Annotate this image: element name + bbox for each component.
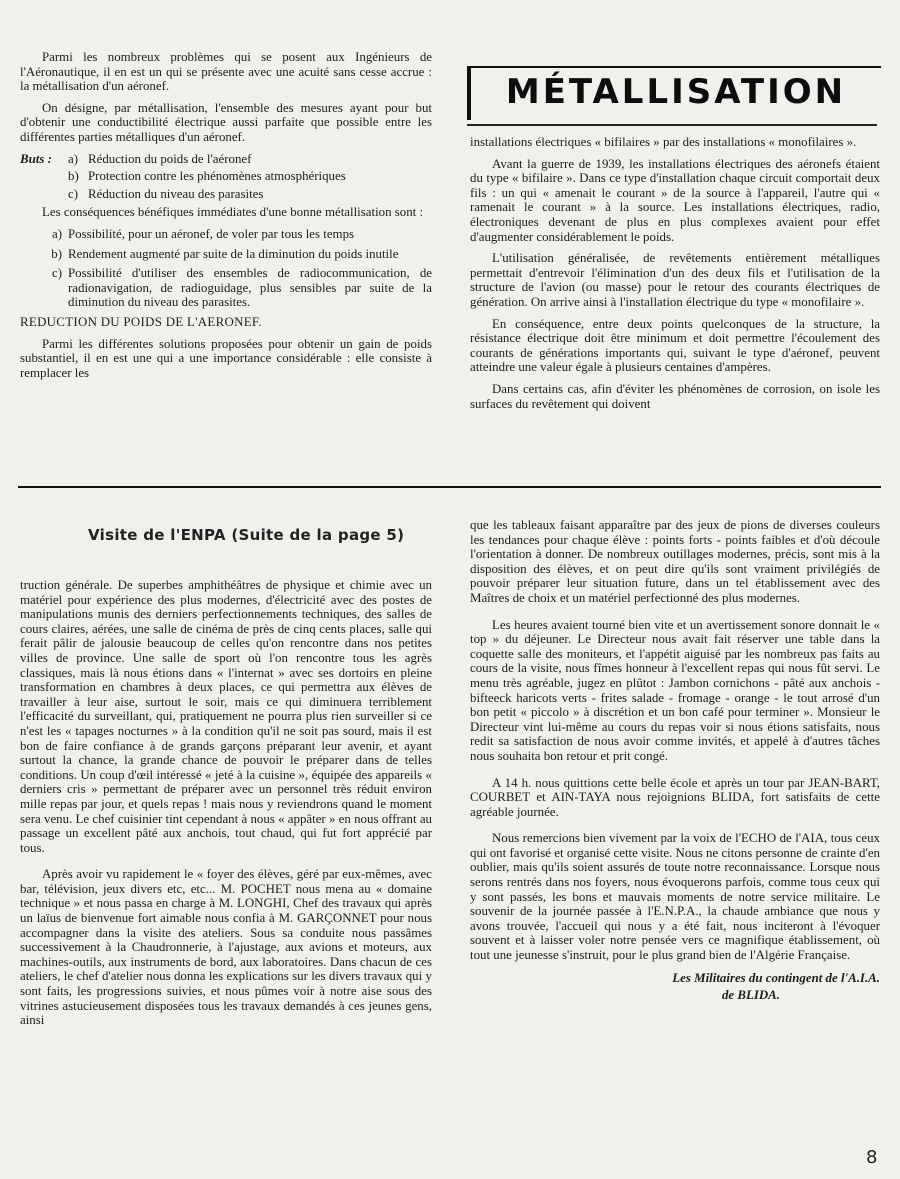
visit-paragraph: truction générale. De superbes amphithéâtres de physique et chimie avec un matériel pour expérience des plus modernes, d'électricité avec des postes de manipulations munis des derniers perfectionnements techniques, des salles de cours claires, aérées, une salle de cinéma de près de cinq cents places, salle qui ferait pâlir de jalousie beaucoup de celles qu'on rencontre dans nos petites villes de province. Une salle de sport où l'on rencontre tous les agrès classiques, mais là nous étions dans « l'internat » avec ses dortoirs en pleine transformation en chambres à deux places, ce qui permettra aux élèves de travailler à leur aise, surtout le soir, mais ce qui diminuera terriblement l'efficacité du surveillant, qui, pratiquement ne pourra plus rien surveiller si ce n'est les « tapages nocturnes » à la condition qu'il ne soit pas sourd, mais il est bon de faire confiance à de grands garçons préparant leur avenir, et ayant surtout la chance, la grande chance de pouvoir le préparer dans de telles conditions. Un coup d'œil intéressé « jeté à la cuisine », équipée des appareils « derniers cris » permettant de préparer avec un personnel très réduit environ mille repas par jour, et quels repas ! mais nous y reviendrons quand le moment sera venu. Le chef cuisinier tint cependant à nous « appâter » en nous offrant au passage un excellent pâté aux anchois, tout chaud, qui fut fort apprécié par tous. xyxy=(20,578,432,855)
article-paragraph: installations électriques « bifilaires » par des installations « monofilaires ». xyxy=(470,135,857,149)
visit-paragraph: Après avoir vu rapidement le « foyer des élèves, géré par eux-mêmes, avec bar, télévision, jeux divers etc, etc... M. POCHET nous mena au « domaine technique » et nous passa en charge à M. LONGHI, Chef des travaux qui après un laïus de bienvenue fort aimable nous confia à M. GARÇONNET pour nous accompagner dans la visite des ateliers. Sous sa conduite nous passâmes successivement à la Chaudronnerie, à l'ajustage, aux avions et moteurs, aux machines-outils, aux instruments de bord, aux laboratoires. Dans chacun de ces ateliers, le chef d'atelier nous donna les explications sur les divers travaux qui y sont faits, les progressions suivies, et nous pûmes voir à notre aise sous des vitrines astucieusement disposées tous les travaux demandés à ces jeunes gens, ainsi xyxy=(20,867,432,1028)
article-title: MÉTALLISATION xyxy=(505,72,847,112)
consequence-text: Rendement augmenté par suite de la diminution du poids inutile xyxy=(68,246,399,261)
article-paragraph: Dans certains cas, afin d'éviter les phénomènes de corrosion, on isole les surfaces du revêtement qui doivent xyxy=(470,381,880,411)
visit-paragraph: que les tableaux faisant apparaître par des jeux de pions de diverses couleurs les tendances pour chaque élève : points forts - points faibles et d'où découle l'orientation à donner. De nombreux outillages modernes, précis, sont mis à la disposition des élèves, et on peut dire qu'ils sont vraiment privilégiés de pouvoir préparer leur situation future, dans un tel établissement avec des Maîtres de choix et un matériel perfectionné des plus modernes. xyxy=(470,518,880,605)
goal-text: Réduction du niveau des parasites xyxy=(88,186,264,201)
signature-line: Les Militaires du contingent de l'A.I.A. xyxy=(672,970,880,985)
visit-title: Visite de l'ENPA (Suite de la page 5) xyxy=(88,526,405,544)
section-subheading: REDUCTION DU POIDS DE L'AERONEF. xyxy=(20,314,262,329)
weight-paragraph: Parmi les différentes solutions proposées pour obtenir un gain de poids substantiel, il en est une qui a une importance considérable : elle consiste à remplacer les xyxy=(20,336,432,380)
article-paragraph: En conséquence, entre deux points quelconques de la structure, la résistance électrique doit être minimum et doit permettre l'écoulement des courants de générations importants qui, suivant le type d'aéronef, peuvent atteindre une valeur égale à plusieurs centaines d'ampères. xyxy=(470,316,880,375)
title-rule xyxy=(467,124,877,126)
article-paragraph: L'utilisation généralisée, de revêtements entièrement métalliques permettait d'entrevoir l'élimination d'un des deux fils et l'utilisation de la structure de l'avion (ou masse) pour le retour des courants électriques de génération. On arrive ainsi à l'installation électrique du type « monofilaire ». xyxy=(470,251,880,309)
consequence-text: Possibilité d'utiliser des ensembles de radiocommunication, de radionavigation, de radioguidage, plus sensibles par suite de la diminution du niveau des parasites. xyxy=(68,266,432,310)
visit-left-column xyxy=(20,578,432,1035)
goal-letter: c) xyxy=(68,186,79,201)
consequences-intro: Les conséquences bénéfiques immédiates d'une bonne métallisation sont : xyxy=(42,205,424,220)
article-paragraph: Avant la guerre de 1939, les installations électriques des aéronefs étaient du type « bifilaire ». Dans ce type d'installation chaque circuit comportait deux fils : un qui « amenait le courant » de la source à l'appareil, l'autre qui « ramenait le courant » à la source. Les installations électriques, radio, électroniques devenant de plus en plus complexes avaient pour effet d'augmenter considérablement le poids. xyxy=(470,156,880,244)
signature-line: de BLIDA. xyxy=(721,987,780,1002)
goal-item xyxy=(20,169,432,184)
goals-label: Buts : xyxy=(20,151,52,166)
section-divider xyxy=(18,486,881,488)
article-left-column xyxy=(20,50,432,387)
visit-paragraph: Les heures avaient tourné bien vite et un avertissement sonore donnait le « top » du déjeuner. Le Directeur nous avait fait réserver une table dans la coquette salle des moniteurs, et l'appétit aiguisé par les nombreux pas faits au cours de la visite, nous fîmes honneur à l'excellent repas qui nous fût servi. Le menu très agréable, jugez en plûtot : Jambon cornichons - pâté aux anchois - bifteeck haricots verts - frites salade - fromage - orange - le tout arrosé d'un bon petit « piccolo » à discrétion et un bon café pour terminer ». Monsieur le Directeur vint lui-même au cours du repas voir si nous étions satisfaits, nous redit sa satisfaction de nous avoir comme invités, et appelé à d'autres tâches nous souhaita bon retour et prit congé. xyxy=(470,617,880,763)
goal-item xyxy=(20,187,432,202)
consequence-letter: b) xyxy=(51,246,62,261)
page-number: 8 xyxy=(866,1147,878,1168)
goal-text: Réduction du poids de l'aéronef xyxy=(88,151,252,166)
article-right-column xyxy=(470,135,880,418)
goal-letter: b) xyxy=(68,169,79,184)
article-intro: Parmi les nombreux problèmes qui se posent aux Ingénieurs de l'Aéronautique, il en est un qui se présente avec une acuité sans cesse accrue : la métallisation d'un aéronef. xyxy=(20,50,432,94)
consequences-list xyxy=(20,227,432,310)
consequence-item xyxy=(20,247,432,262)
consequence-text: Possibilité, pour un aéronef, de voler par tous les temps xyxy=(68,226,355,241)
consequence-letter: a) xyxy=(51,226,62,241)
article-title-box xyxy=(467,66,881,120)
goals-list xyxy=(20,152,432,202)
visit-right-column xyxy=(470,518,880,1011)
visit-paragraph: Nous remercions bien vivement par la voix de l'ECHO de l'AIA, tous ceux qui ont favorisé et organisé cette visite. Nous ne citons personne de crainte d'en oublier, mais qu'ils soient assurés de toute notre reconnaissance. Lorsque nous serons rentrés dans nos foyers, nous évoquerons parfois, comme tous ceux qui y sont passés, les bons et mauvais moments de notre service militaire. Le souvenir de la journée passée à l'E.N.P.A., la chaude ambiance que nous y avons trouvée, l'accueil qui nous y a été fait, nous inciteront à l'évoquer souvent et à laisser voler notre pensée vers ce magnifique établissement, où tout une jeunesse s'instruit, pour le plus grand bien de l'Algérie Française. xyxy=(470,831,880,963)
goal-text: Protection contre les phénomènes atmosphériques xyxy=(88,169,346,184)
goal-letter: a) xyxy=(68,151,79,166)
consequence-item xyxy=(20,227,432,242)
goal-item xyxy=(20,152,432,167)
visit-paragraph: A 14 h. nous quittions cette belle école et après un tour par JEAN-BART, COURBET et AIN-TAYA nous rejoignions BLIDA, fort satisfaits de cette agréable journée. xyxy=(470,775,880,819)
consequence-item xyxy=(20,266,432,310)
article-definition: On désigne, par métallisation, l'ensemble des mesures ayant pour but d'obtenir une conductibilité électrique aussi parfaite que possible entre les différentes parties métalliques d'un aéronef. xyxy=(20,100,432,144)
consequence-letter: c) xyxy=(51,266,62,281)
